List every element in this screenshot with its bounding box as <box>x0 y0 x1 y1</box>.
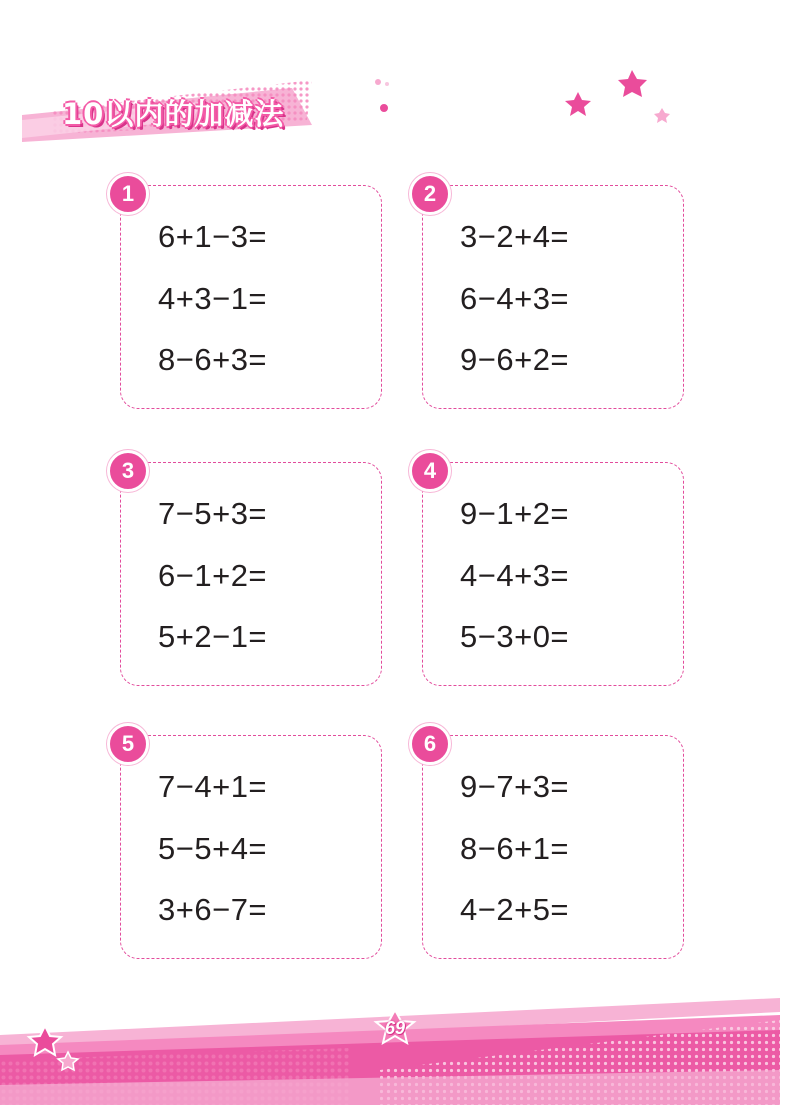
equation: 5+2−1= <box>158 619 268 654</box>
problem-number-badge: 2 <box>409 173 451 215</box>
star-decoration-icon <box>370 70 680 130</box>
equation: 9−7+3= <box>460 769 570 804</box>
equation: 7−4+1= <box>158 769 268 804</box>
equation: 4−4+3= <box>460 558 570 593</box>
footer-banner <box>0 990 800 1105</box>
problem-card-5 <box>120 731 382 959</box>
equation: 6−4+3= <box>460 281 570 316</box>
equation: 5−3+0= <box>460 619 570 654</box>
problem-number-badge: 3 <box>107 450 149 492</box>
problem-number-badge: 6 <box>409 723 451 765</box>
equation: 6+1−3= <box>158 219 268 254</box>
equation: 4+3−1= <box>158 281 268 316</box>
equation: 3+6−7= <box>158 892 268 927</box>
problem-card-4 <box>422 458 684 686</box>
equation: 8−6+1= <box>460 831 570 866</box>
problem-card-3 <box>120 458 382 686</box>
problem-number-badge: 4 <box>409 450 451 492</box>
equation: 7−5+3= <box>158 496 268 531</box>
equation: 8−6+3= <box>158 342 268 377</box>
equation: 6−1+2= <box>158 558 268 593</box>
problem-card-2 <box>422 181 684 409</box>
equation: 9−6+2= <box>460 342 570 377</box>
problem-card-1 <box>120 181 382 409</box>
equation: 9−1+2= <box>460 496 570 531</box>
title-banner <box>22 80 312 142</box>
equation: 5−5+4= <box>158 831 268 866</box>
problem-number-badge: 5 <box>107 723 149 765</box>
page-number: 69 <box>384 1018 406 1038</box>
page-title: 10以内的加减法 <box>62 97 285 131</box>
equation: 4−2+5= <box>460 892 570 927</box>
equation: 3−2+4= <box>460 219 570 254</box>
problem-card-6 <box>422 731 684 959</box>
problem-number-badge: 1 <box>107 173 149 215</box>
